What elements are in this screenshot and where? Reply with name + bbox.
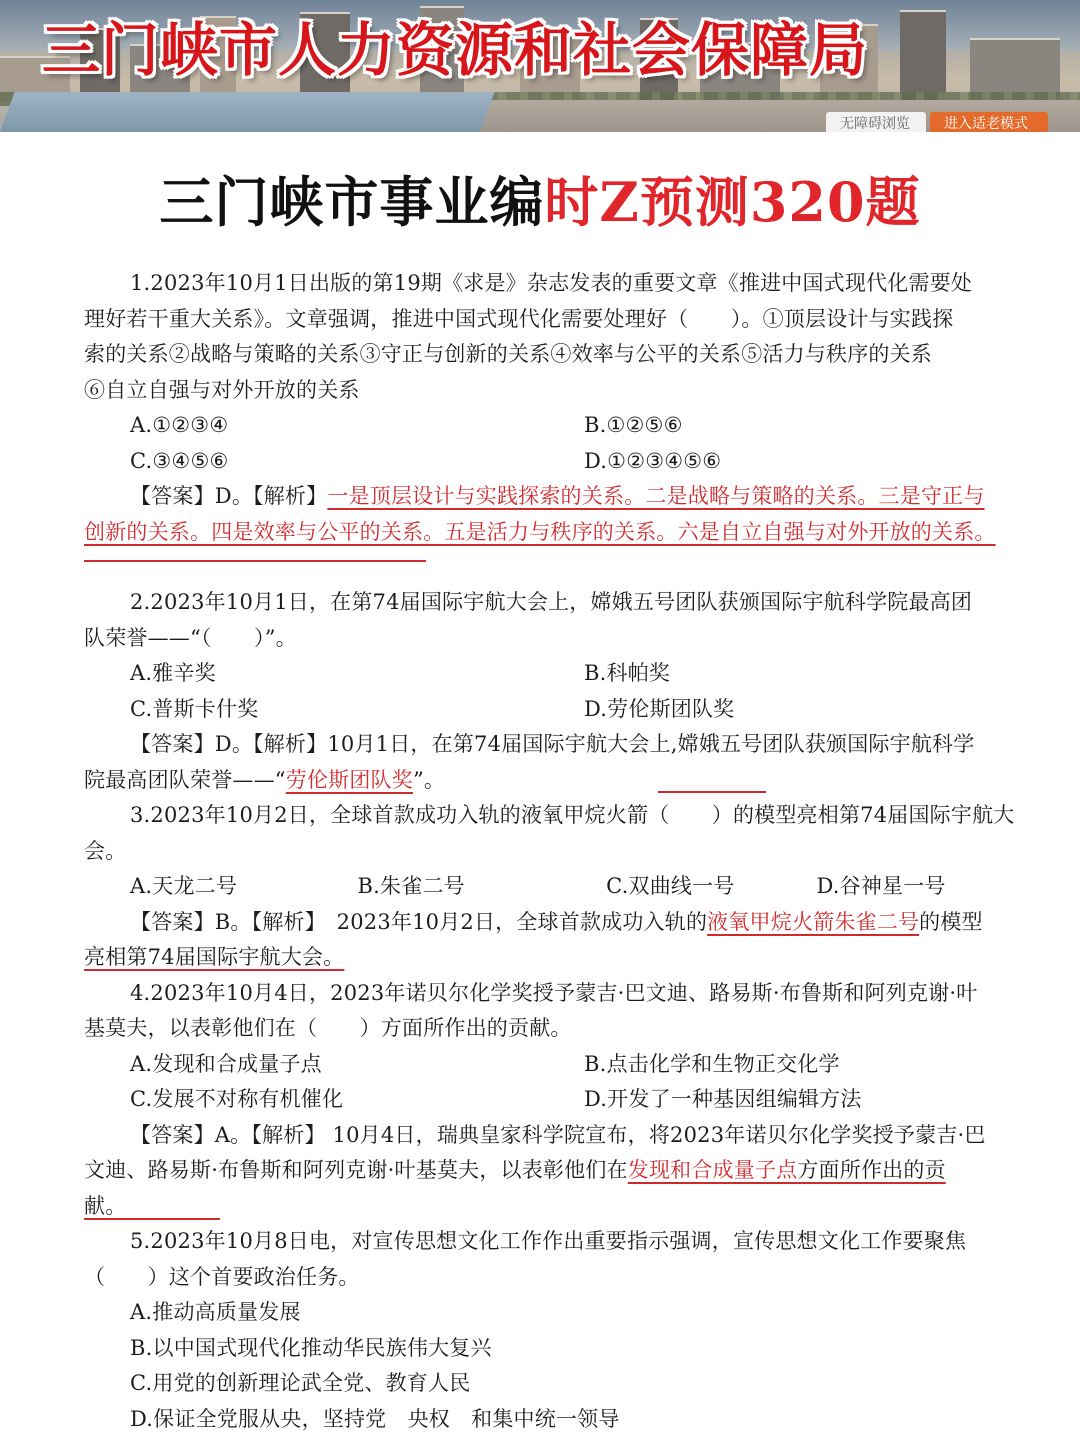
option-row [84,1082,1044,1118]
answer-highlight: 发现和合成量子点 [627,1158,798,1182]
red-underline [84,560,426,562]
question-text-line: 会。 [84,838,127,863]
option-a: A.①②③④ [130,413,229,437]
option-b: B.点击化学和生物正交化学 [584,1051,840,1076]
question-text-line: 索的关系②战略与策略的关系③守正与创新的关系④效率与公平的关系⑤活力与秩序的关系 [84,342,932,366]
answer-text: 献。 [84,1193,127,1218]
option-row [84,408,1044,444]
answer-text: 的模型 [919,909,983,934]
option-c: C.③④⑤⑥ [130,448,229,473]
option-d: D.劳伦斯团队奖 [584,696,735,721]
answer-line [84,905,1044,941]
answer-line [84,515,1044,551]
answer-line: 【答案】A。【解析】 10月4日，瑞典皇家科学院宣布，将2023年诺贝尔化学奖授予蒙吉·巴 [130,1122,986,1147]
option-b: B.①②⑤⑥ [584,413,683,437]
option-row [84,656,1044,692]
question-5 [84,1224,1044,1437]
question-text-line: 队荣誉——“（ ）”。 [84,625,297,650]
question-text-line: 2.2023年10月1日，在第74届国际宇航大会上，嫦娥五号团队获颁国际宇航科学院最高团 [130,590,973,614]
question-text-line: 3.2023年10月2日，全球首款成功入轨的液氧甲烷火箭（ ）的模型亮相第74届国际宇航大 [130,803,1015,827]
answer-line [84,1153,1044,1189]
question-list [84,266,1044,1437]
answer-highlight: 劳伦斯团队奖 [285,767,413,792]
answer-line [84,1189,1044,1225]
answer-highlight: 液氧甲烷火箭朱雀二号 [707,909,920,934]
question-text-line: 4.2023年10月4日，2023年诺贝尔化学奖授予蒙吉·巴文迪、路易斯·布鲁斯和阿列克谢·叶 [130,980,978,1005]
option-d: D.谷神星一号 [816,874,946,898]
option-a: A.雅辛奖 [130,661,216,685]
answer-text: 方面所作出的贡 [797,1158,946,1182]
option-row [84,1047,1044,1083]
banner-building [900,10,946,102]
question-text-line: ⑥自立自强与对外开放的关系 [84,377,360,402]
option-c: C.发展不对称有机催化 [130,1087,344,1111]
question-text-line: （ ）这个首要政治任务。 [84,1264,360,1289]
question-text-line: 理好若干重大关系》。文章强调，推进中国式现代化需要处理好（ ）。①顶层设计与实践探 [84,306,954,331]
page-title-red: 时Z预测320题 [544,170,921,234]
option-a: A.天龙二号 [130,874,238,898]
option-row [84,444,1044,480]
answer-text: 文迪、路易斯·布鲁斯和阿列克谢·叶基莫夫，以表彰他们在 [84,1158,628,1182]
option-row [84,692,1044,728]
accessible-browse-button[interactable]: 无障碍浏览 [826,112,926,132]
elder-mode-button[interactable]: 进入适老模式 [930,112,1048,132]
option-c: C.用党的创新理论武全党、教育人民 [130,1371,471,1395]
option-c: C.双曲线一号 [606,874,735,898]
answer-line: 【答案】D。【解析】10月1日，在第74届国际宇航大会上,嫦娥五号团队获颁国际宇航科学 [130,732,975,756]
answer-text: ”。 [412,767,446,792]
option-b: B.朱雀二号 [357,874,465,898]
option-b: B.以中国式现代化推动华民族伟大复兴 [130,1335,492,1360]
site-title: 三门峡市人力资源和社会保障局 [42,16,869,84]
banner-river [0,92,495,132]
question-text-line: 1.2023年10月1日出版的第19期《求是》杂志发表的重要文章《推进中国式现代化需要处 [130,271,973,295]
answer-underline-row [84,550,1044,585]
option-row [84,869,1044,905]
question-2 [84,585,1044,798]
option-d: D.开发了一种基因组编辑方法 [584,1087,862,1111]
answer-text: 亮相第74届国际宇航大会。 [84,945,345,969]
answer-highlight: 创新的关系。四是效率与公平的关系。五是活力与秩序的关系。六是自立自强与对外开放的关系。 [84,519,996,544]
option-d: D.①②③④⑤⑥ [584,448,722,473]
site-banner [0,0,1080,132]
question-text-line: 基莫夫，以表彰他们在（ ）方面所作出的贡献。 [84,1016,572,1040]
page-title-black: 三门峡市事业编 [159,170,545,234]
answer-label: 【答案】D。【解析】 [130,484,328,508]
option-b: B.科帕奖 [584,661,671,685]
red-underline [84,1218,220,1220]
answer-highlight: 一是顶层设计与实践探索的关系。二是战略与策略的关系。三是守正与 [327,484,985,508]
option-a: A.推动高质量发展 [130,1300,301,1324]
answer-line [84,479,1044,515]
question-4 [84,976,1044,1225]
question-1 [84,266,1044,585]
question-3 [84,798,1044,976]
answer-line [84,940,1044,976]
option-a: A.发现和合成量子点 [130,1051,322,1076]
option-c: C.普斯卡什奖 [130,696,259,721]
question-text-line: 5.2023年10月8日电，对宣传思想文化工作作出重要指示强调，宣传思想文化工作要聚焦 [130,1229,967,1253]
red-underline [658,791,766,793]
page-title [0,164,1080,240]
answer-label: 【答案】B。【解析】 2023年10月2日，全球首款成功入轨的 [130,909,708,934]
option-d: D.保证全党服从央，坚持党 央权 和集中统一领导 [130,1406,620,1431]
answer-text: 院最高团队荣誉——“ [84,767,286,792]
answer-line [84,763,1044,799]
